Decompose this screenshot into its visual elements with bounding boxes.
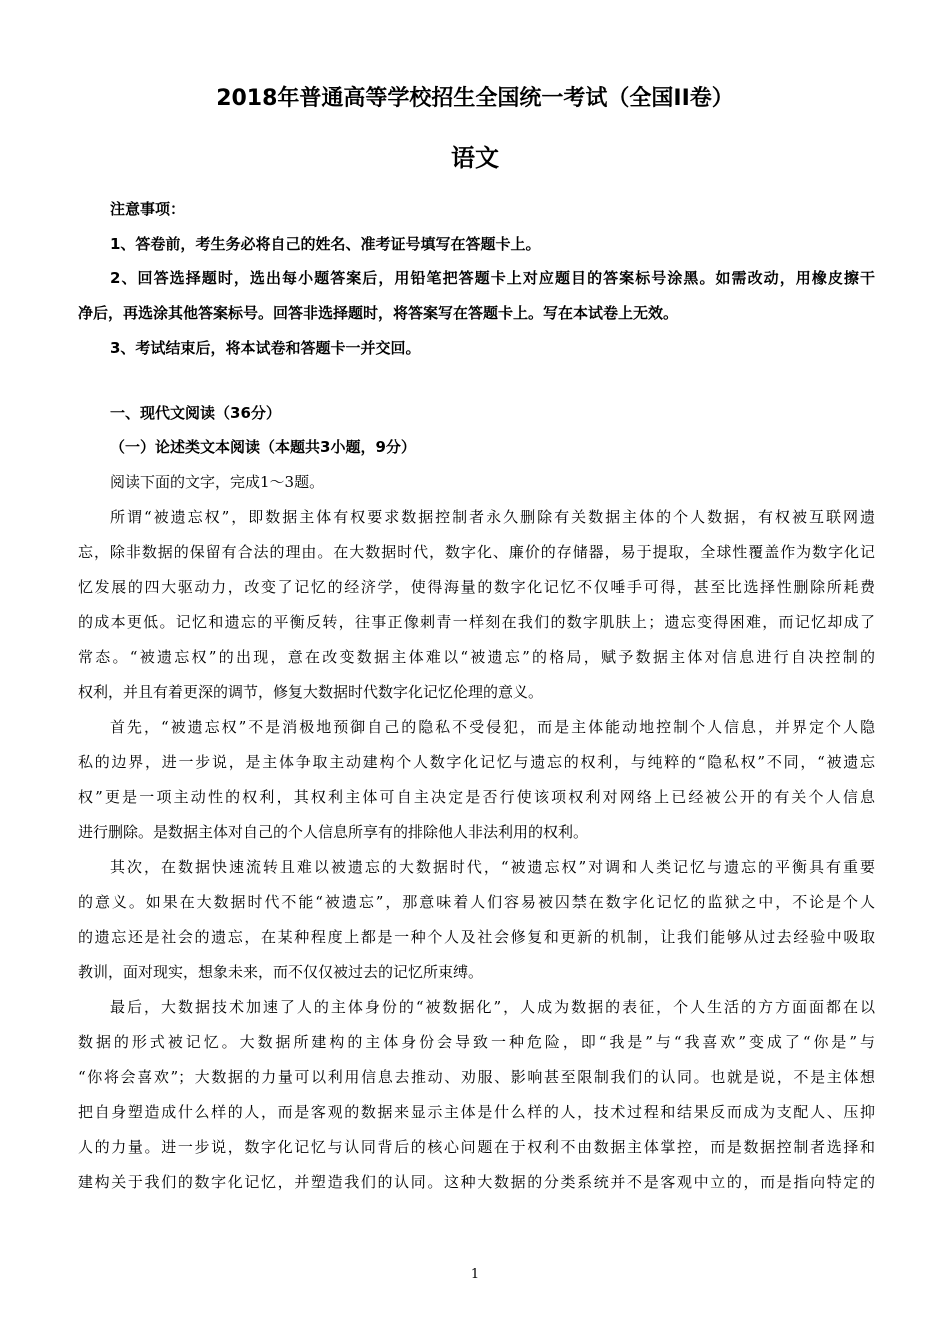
- passage-line: 常态。“被遗忘权”的出现，意在改变数据主体难以“被遗忘”的格局，赋予数据主体对信息进行自决控制的: [78, 648, 875, 666]
- section-heading: 一、现代文阅读（36分）: [110, 404, 281, 422]
- notice-item-2-line-2: 净后，再选涂其他答案标号。回答非选择题时，将答案写在答题卡上。写在本试卷上无效。: [78, 304, 679, 322]
- passage-line: 最后，大数据技术加速了人的主体身份的“被数据化”，人成为数据的表征，个人生活的方方面面都在以: [110, 998, 875, 1016]
- notice-item-3: 3、考试结束后，将本试卷和答题卡一并交回。: [110, 339, 421, 357]
- passage-line: 的意义。如果在大数据时代不能“被遗忘”，那意味着人们容易被囚禁在数字化记忆的监狱之中，不论是个人: [78, 893, 875, 911]
- notice-item-2-line-1: 2、回答选择题时，选出每小题答案后，用铅笔把答题卡上对应题目的答案标号涂黑。如需改动，用橡皮擦干: [110, 269, 875, 287]
- section-subheading: （一）论述类文本阅读（本题共3小题，9分）: [110, 438, 416, 456]
- passage-line: 把自身塑造成什么样的人，而是客观的数据来显示主体是什么样的人，技术过程和结果反而成为支配人、压抑: [78, 1103, 875, 1121]
- notice-heading: 注意事项：: [110, 200, 186, 218]
- passage-line: 进行删除。是数据主体对自己的个人信息所享有的排除他人非法利用的权利。: [78, 823, 589, 841]
- passage-line: 教训，面对现实，想象未来，而不仅仅被过去的记忆所束缚。: [78, 963, 484, 981]
- exam-title: 2018年普通高等学校招生全国统一考试（全国II卷）: [216, 86, 734, 111]
- subject-title: 语文: [451, 144, 499, 172]
- passage-line: 首先，“被遗忘权”不是消极地预御自己的隐私不受侵犯，而是主体能动地控制个人信息，并界定个人隐: [110, 718, 875, 736]
- passage-line: 忆发展的四大驱动力，改变了记忆的经济学，使得海量的数字化记忆不仅唾手可得，甚至比选择性删除所耗费: [78, 578, 875, 596]
- passage-line: 人的力量。进一步说，数字化记忆与认同背后的核心问题在于权利不由数据主体掌控，而是数据控制者选择和: [78, 1138, 875, 1156]
- passage-line: 的遗忘还是社会的遗忘，在某种程度上都是一种个人及社会修复和更新的机制，让我们能够从过去经验中吸取: [78, 928, 875, 946]
- passage-line: 的成本更低。记忆和遗忘的平衡反转，往事正像刺青一样刻在我们的数字肌肤上；遗忘变得困难，而记忆却成了: [78, 613, 875, 631]
- passage-line: 数据的形式被记忆。大数据所建构的主体身份会导致一种危险，即“我是”与“我喜欢”变成了“你是”与: [78, 1033, 875, 1051]
- notice-item-1: 1、答卷前，考生务必将自己的姓名、准考证号填写在答题卡上。: [110, 235, 541, 253]
- passage-line: 建构关于我们的数字化记忆，并塑造我们的认同。这种大数据的分类系统并不是客观中立的，而是指向特定的: [78, 1173, 875, 1191]
- passage-line: 忘，除非数据的保留有合法的理由。在大数据时代，数字化、廉价的存储器，易于提取，全球性覆盖作为数字化记: [78, 543, 875, 561]
- reading-instruction: 阅读下面的文字，完成1～3题。: [110, 473, 325, 491]
- passage-line: 其次，在数据快速流转且难以被遗忘的大数据时代，“被遗忘权”对调和人类记忆与遗忘的平衡具有重要: [110, 858, 875, 876]
- passage-line: “你将会喜欢”；大数据的力量可以利用信息去推动、劝服、影响甚至限制我们的认同。也就是说，不是主体想: [78, 1068, 875, 1086]
- page-number: 1: [470, 1267, 480, 1282]
- passage-line: 所谓“被遗忘权”，即数据主体有权要求数据控制者永久删除有关数据主体的个人数据，有权被互联网遗: [110, 508, 875, 526]
- passage-line: 权”更是一项主动性的权利，其权利主体可自主决定是否行使该项权利对网络上已经被公开的有关个人信息: [78, 788, 875, 806]
- passage-line: 权利，并且有着更深的调节，修复大数据时代数字化记忆伦理的意义。: [78, 683, 544, 701]
- passage-line: 私的边界，进一步说，是主体争取主动建构个人数字化记忆与遗忘的权利，与纯粹的“隐私权”不同，“被遗忘: [78, 753, 875, 771]
